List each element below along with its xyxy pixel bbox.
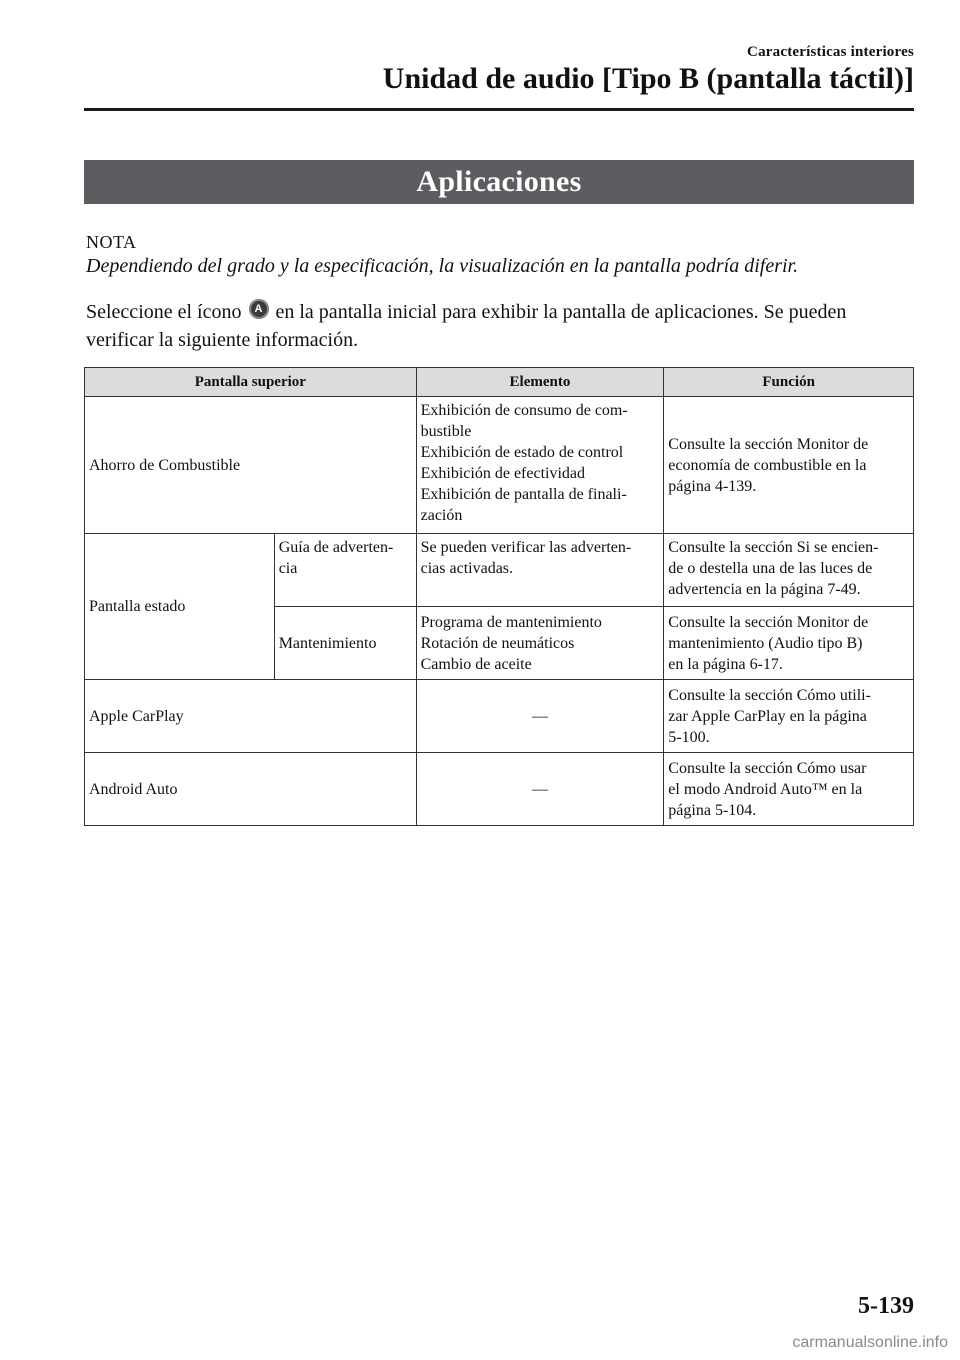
cell-top-android: Android Auto: [85, 753, 417, 826]
cell-function-android: Consulte la sección Cómo usar el modo Android Auto™ en la página 5-104.: [664, 753, 914, 826]
intro-text-after: en la pantalla inicial para exhibir la pantalla de aplicaciones. Se pueden verificar la siguiente información.: [86, 301, 847, 351]
cell-function-maintenance: Consulte la sección Monitor de mantenimiento (Audio tipo B) en la página 6-17.: [664, 607, 914, 680]
cell-function-warning: Consulte la sección Si se encien- de o destella una de las luces de advertencia en la página 7-49.: [664, 534, 914, 607]
cell-element-carplay: —: [416, 680, 664, 753]
header-divider: [84, 108, 914, 111]
watermark: carmanualsonline.info: [792, 1334, 948, 1351]
table-row: [85, 397, 914, 534]
cell-top-fuel: Ahorro de Combustible: [85, 397, 417, 534]
cell-element-warning: Se pueden verificar las adverten- cias activadas.: [416, 534, 664, 607]
header-element: Elemento: [416, 368, 664, 397]
section-banner: Aplicaciones: [84, 160, 914, 204]
header-top-screen: Pantalla superior: [85, 368, 417, 397]
note-label: NOTA: [86, 232, 137, 252]
table-row: [85, 680, 914, 753]
cell-sub-maintenance: Mantenimiento: [274, 607, 416, 680]
table-row: [85, 534, 914, 607]
intro-paragraph: [86, 298, 916, 354]
intro-text-before: Seleccione el ícono: [86, 301, 242, 323]
note-text: Dependiendo del grado y la especificación, la visualización en la pantalla podría diferir.: [86, 255, 799, 277]
section-title: Unidad de audio [Tipo B (pantalla táctil)]: [382, 62, 914, 95]
cell-element-fuel: Exhibición de consumo de com- bustible Exhibición de estado de control Exhibición de efectividad Exhibición de pantalla de finali- zación: [416, 397, 664, 534]
cell-element-maintenance: Programa de mantenimiento Rotación de neumáticos Cambio de aceite: [416, 607, 664, 680]
applications-table: [84, 367, 914, 826]
cell-top-status: Pantalla estado: [85, 534, 275, 680]
table-header-row: [85, 368, 914, 397]
table-row: [85, 753, 914, 826]
cell-sub-warning: Guía de adverten- cia: [274, 534, 416, 607]
cell-function-carplay: Consulte la sección Cómo utili- zar Apple CarPlay en la página 5-100.: [664, 680, 914, 753]
page-number: 5-139: [858, 1293, 914, 1319]
cell-element-android: —: [416, 753, 664, 826]
header-function: Función: [664, 368, 914, 397]
chapter-title: Características interiores: [747, 44, 914, 60]
cell-function-fuel: Consulte la sección Monitor de economía de combustible en la página 4-139.: [664, 397, 914, 534]
apps-icon: A: [249, 299, 269, 319]
cell-top-carplay: Apple CarPlay: [85, 680, 417, 753]
